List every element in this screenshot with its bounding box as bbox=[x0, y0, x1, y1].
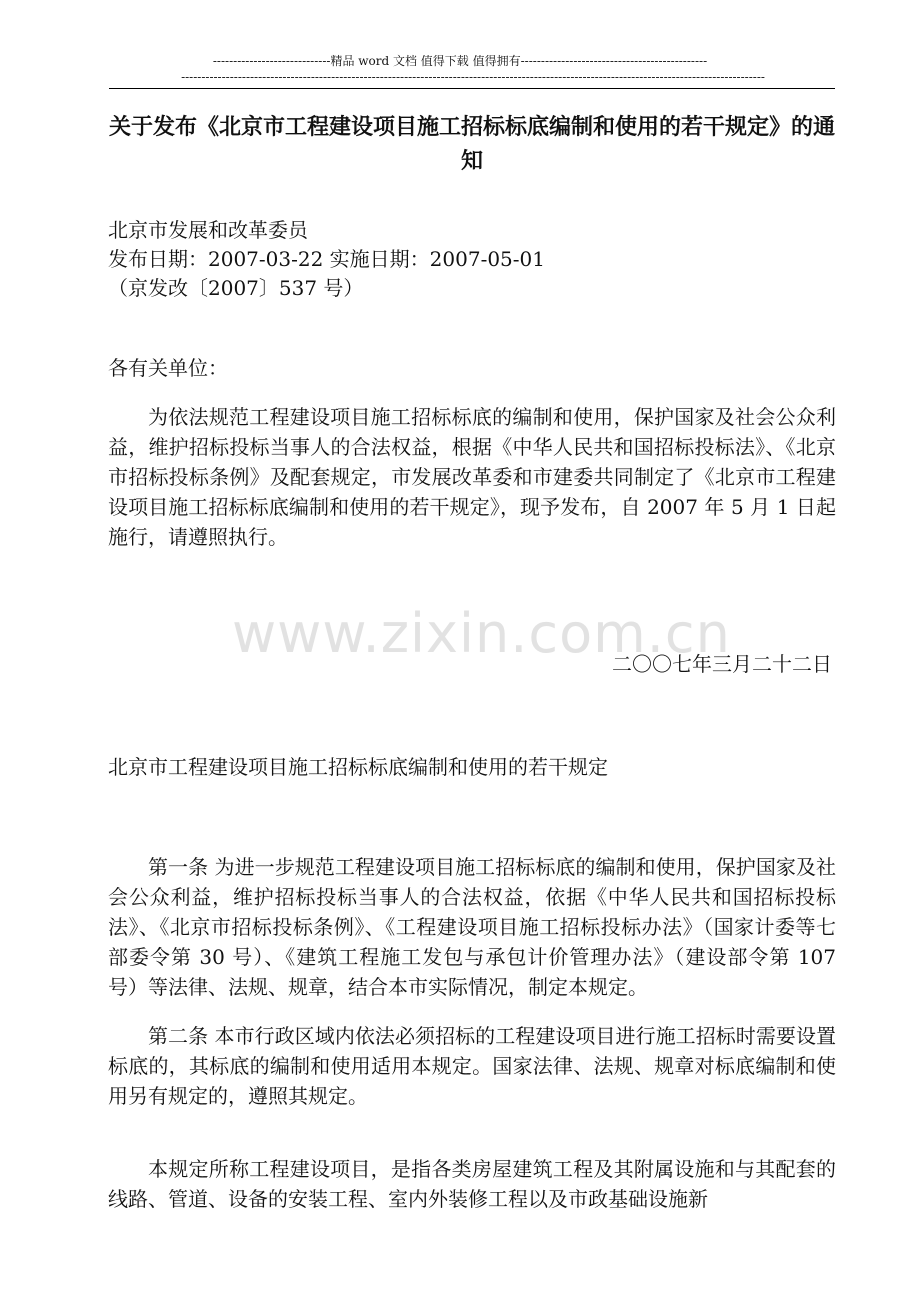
issue-dates: 发布日期：2007-03-22 实施日期：2007-05-01 bbox=[108, 247, 545, 271]
article-1: 第一条 为进一步规范工程建设项目施工招标标底的编制和使用，保护国家及社会公众利益，维护招标投标当事人的合法权益，依据《中华人民共和国招标投标法》、《北京市招标投标条例》、《工程建设项目施工招标投标办法》（国家计委等七部委令第 30 号）、《建筑工程施工发包与承包计价管理办法》（建设部令第 107 号）等法律、法规、规章，结合本市实际情况，制定本规定。 bbox=[108, 855, 836, 999]
page-header-banner: -----------------------------精品 word 文档 值得下载 值得拥有---------------------------------------------- bbox=[212, 54, 708, 68]
salutation: 各有关单位： bbox=[108, 356, 228, 380]
issuer: 北京市发展和改革委员 bbox=[108, 218, 308, 242]
article-2-continuation: 本规定所称工程建设项目，是指各类房屋建筑工程及其附属设施和与其配套的线路、管道、设备的安装工程、室内外装修工程以及市政基础设施新 bbox=[108, 1157, 836, 1211]
document-number: （京发改〔2007〕537 号） bbox=[108, 276, 364, 300]
article-2: 第二条 本市行政区域内依法必须招标的工程建设项目进行施工招标时需要设置标底的，其标底的编制和使用适用本规定。国家法律、法规、规章对标底编制和使用另有规定的，遵照其规定。 bbox=[108, 1024, 836, 1108]
document-meta bbox=[108, 216, 838, 303]
signature-date: 二〇〇七年三月二十二日 bbox=[612, 652, 832, 676]
document-title: 关于发布《北京市工程建设项目施工招标标底编制和使用的若干规定》的通知 bbox=[108, 114, 835, 174]
page-header-dashes: ------------------------------------------------------------------------------------------------------------------------------------------------ bbox=[181, 70, 765, 84]
rules-title: 北京市工程建设项目施工招标标底编制和使用的若干规定 bbox=[108, 755, 608, 779]
watermark: www.zixin.com.cn bbox=[232, 602, 731, 665]
header-divider bbox=[109, 88, 835, 89]
notice-paragraph: 为依法规范工程建设项目施工招标标底的编制和使用，保护国家及社会公众利益，维护招标投标当事人的合法权益，根据《中华人民共和国招标投标法》、《北京市招标投标条例》及配套规定，市发展改革委和市建委共同制定了《北京市工程建设项目施工招标标底编制和使用的若干规定》，现予发布，自 2007 年 5 月 1 日起施行，请遵照执行。 bbox=[108, 405, 836, 549]
